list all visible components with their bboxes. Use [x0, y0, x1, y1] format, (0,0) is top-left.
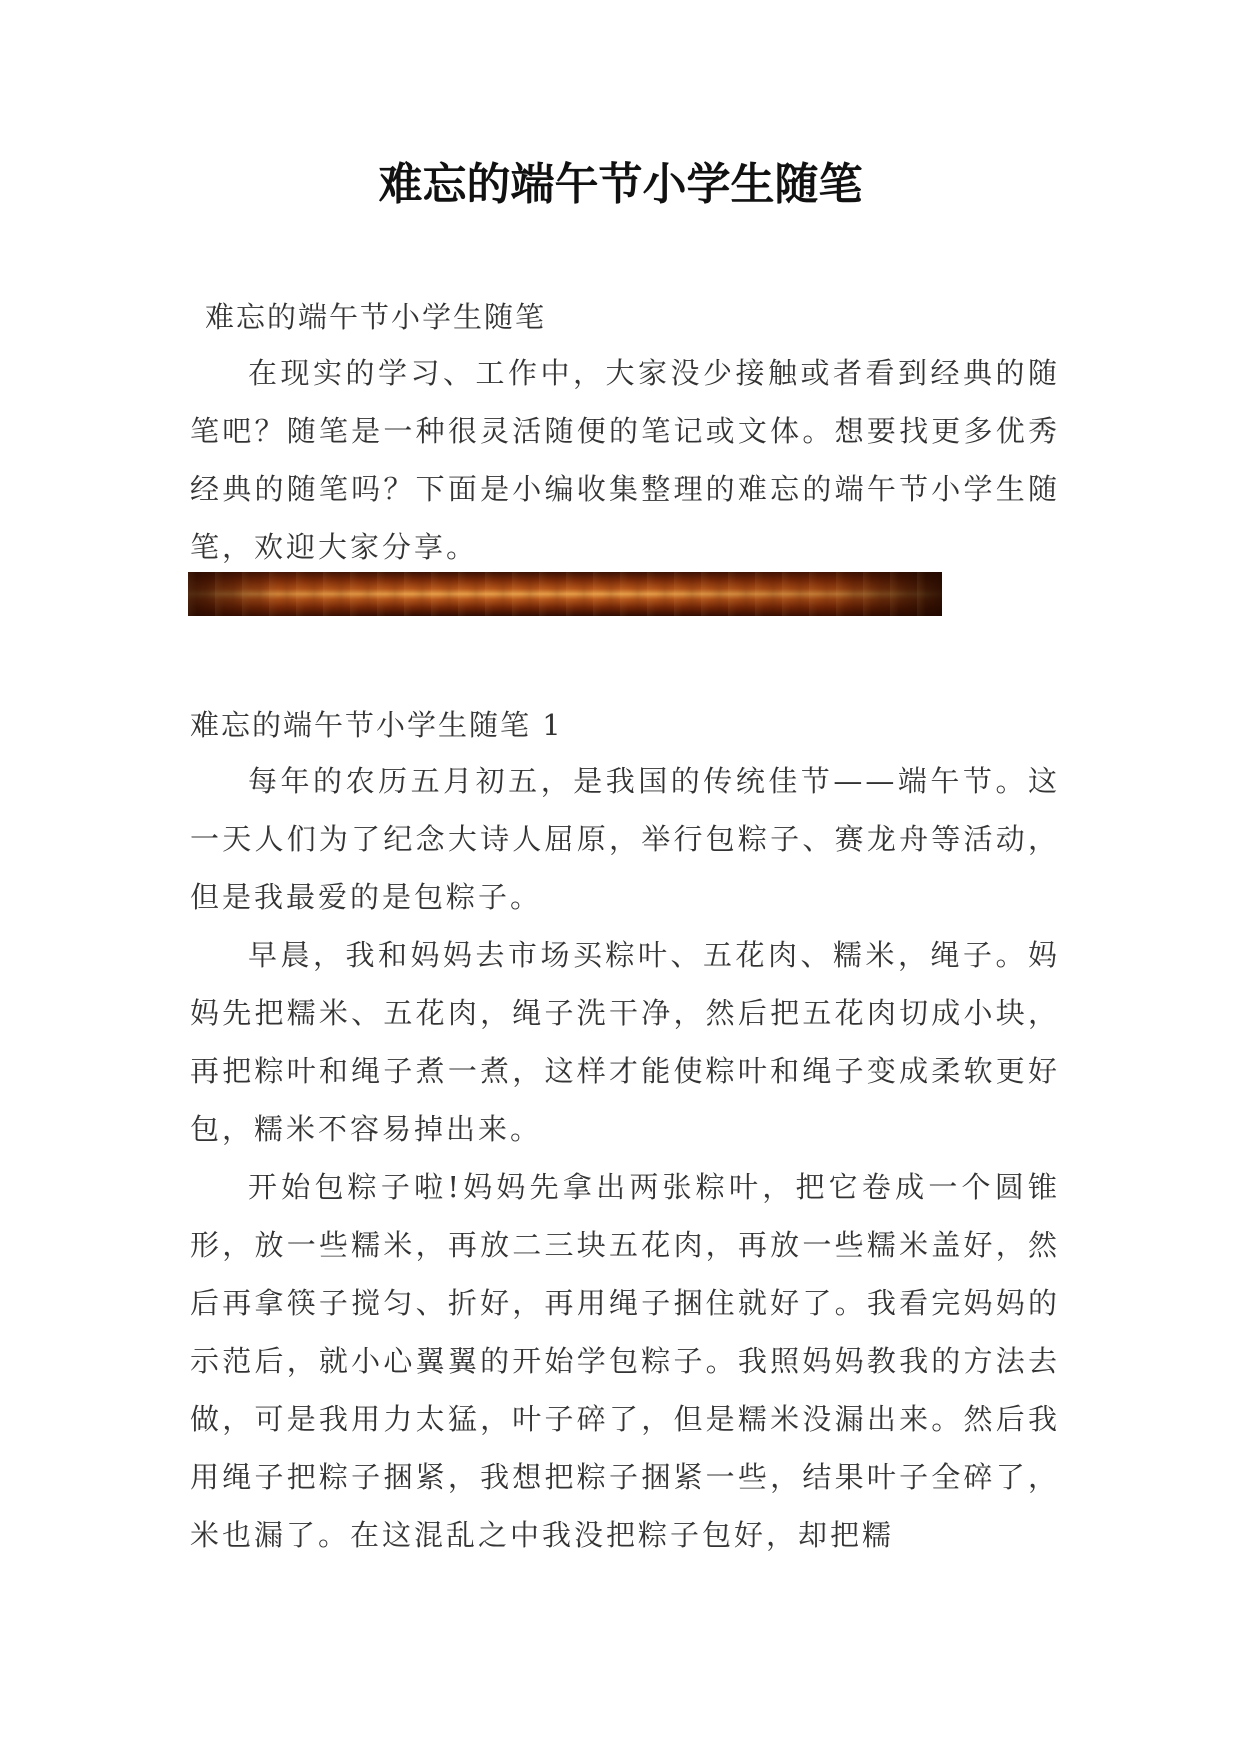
essay-body: [190, 752, 1060, 1564]
section-heading: 难忘的端午节小学生随笔 1: [190, 708, 563, 742]
document-subtitle: 难忘的端午节小学生随笔: [205, 300, 547, 334]
decorative-banner-image: [188, 572, 942, 616]
essay-paragraph: 早晨，我和妈妈去市场买粽叶、五花肉、糯米，绳子。妈妈先把糯米、五花肉，绳子洗干净，然后把五花肉切成小块，再把粽叶和绳子煮一煮，这样才能使粽叶和绳子变成柔软更好包，糯米不容易掉出来。: [190, 938, 1060, 1146]
intro-block: [190, 344, 1060, 576]
page-title: 难忘的端午节小学生随笔: [378, 159, 863, 210]
intro-paragraph: 在现实的学习、工作中，大家没少接触或者看到经典的随笔吧？随笔是一种很灵活随便的笔记或文体。想要找更多优秀经典的随笔吗？下面是小编收集整理的难忘的端午节小学生随笔，欢迎大家分享。: [190, 356, 1060, 564]
essay-paragraph: 每年的农历五月初五，是我国的传统佳节——端午节。这一天人们为了纪念大诗人屈原，举行包粽子、赛龙舟等活动，但是我最爱的是包粽子。: [190, 764, 1060, 914]
essay-paragraph: 开始包粽子啦!妈妈先拿出两张粽叶，把它卷成一个圆锥形，放一些糯米，再放二三块五花肉，再放一些糯米盖好，然后再拿筷子搅匀、折好，再用绳子捆住就好了。我看完妈妈的示范后，就小心翼翼的开始学包粽子。我照妈妈教我的方法去做，可是我用力太猛，叶子碎了，但是糯米没漏出来。然后我用绳子把粽子捆紧，我想把粽子捆紧一些，结果叶子全碎了，米也漏了。在这混乱之中我没把粽子包好，却把糯: [190, 1170, 1060, 1552]
